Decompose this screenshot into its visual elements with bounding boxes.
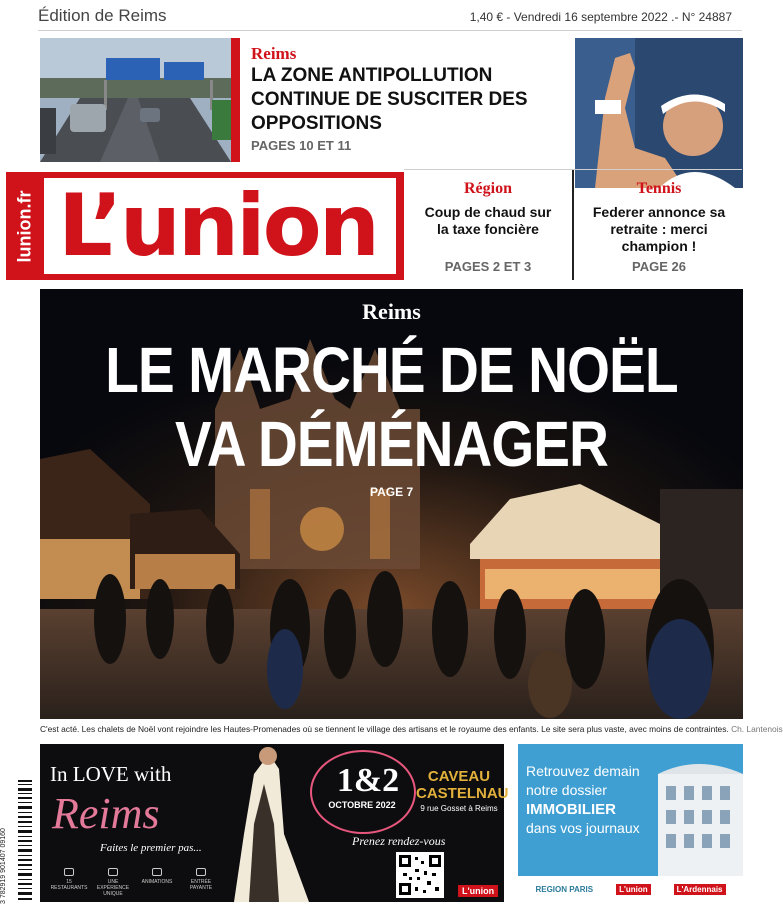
ad-logo: L'Ardennais [674,884,726,895]
teaser-kicker: Reims [251,44,297,63]
ad-line-4: dans vos journaux [526,820,640,836]
ad-feature: UNE EXPÉRIENCE UNIQUE [94,868,132,897]
ticket-icon [196,868,206,876]
lead-kicker: Reims [362,299,421,324]
ad-in-love: In LOVE with [50,762,172,786]
couple-illustration [224,744,314,902]
ad-line-1: Retrouvez demain [526,763,640,779]
ad-tagline: Faites le premier pas... [100,842,202,854]
star-icon [108,868,118,876]
column-divider [572,170,574,280]
traffic-photo[interactable] [40,38,231,162]
ad-line-2: notre dossier [526,782,607,798]
region-headline[interactable]: Coup de chaud sur la taxe foncière [424,204,552,237]
real-estate-ad[interactable] [518,744,743,902]
lead-story[interactable] [40,289,743,719]
photo-credit: Ch. Lantenois [731,724,783,734]
edition-label: Édition de Reims [38,6,167,25]
ad-reims-script: Reims [52,789,160,838]
site-url: lunion.fr [14,190,35,262]
masthead-logo[interactable] [6,172,404,280]
headline-line-1: LE MARCHÉ DE NOËL [105,334,678,406]
barcode-number: 3 782919 901407 09160 [0,828,7,904]
caption-text: C'est acté. Les chalets de Noël vont rejoindre les Hautes-Promenades où se tiennent le village des artisans et le royaume des enfants. Le site sera plus vaste, avec moins de contraintes. [40,724,729,734]
barcode [8,778,32,904]
restaurant-icon [64,868,74,876]
teaser-pages: PAGES 10 ET 11 [251,138,352,153]
lead-headline [89,333,694,481]
ad-address: 9 rue Gosset à Reims [420,804,498,813]
ad-month: OCTOBRE 2022 [328,800,396,810]
newspaper-name: L’union [58,176,377,276]
top-rule [38,30,742,31]
ad-date: 1&2 [336,762,400,799]
ad-copy [526,762,666,838]
ad-brand-logo: L'union [458,885,498,897]
ad-features [50,868,220,897]
music-icon [152,868,162,876]
ad-logo: REGION PARIS [535,884,594,894]
ad-logos [518,876,743,902]
accent-bar [231,38,240,162]
lead-page: PAGE 7 [370,485,414,499]
ad-line-3: IMMOBILIER [526,801,616,818]
federer-photo[interactable] [575,38,743,188]
ad-feature: ANIMATIONS [138,868,176,897]
qr-code[interactable] [396,852,444,898]
photo-caption [40,724,783,734]
tennis-pages: PAGE 26 [632,259,686,274]
issue-info: 1,40 € - Vendredi 16 septembre 2022 .- N° 24887 [469,10,732,24]
ad-rdv: Prenez rendez-vous [352,834,446,848]
tennis-kicker: Tennis [636,180,682,197]
ad-feature: 15 RESTAURANTS [50,868,88,897]
region-kicker: Région [464,180,512,197]
ad-venue: CAVEAU CASTELNAU [416,768,509,802]
event-ad[interactable] [40,744,509,902]
headline-line-2: VA DÉMÉNAGER [174,408,609,480]
tennis-headline[interactable]: Federer annonce sa retraite : merci champion ! [592,204,726,254]
ad-feature: ENTRÉE PAYANTE [182,868,220,897]
ad-logo: L'union [616,884,651,895]
teaser-headline[interactable]: LA ZONE ANTIPOLLUTION CONTINUE DE SUSCITER DES OPPOSITIONS [251,65,528,134]
region-pages: PAGES 2 ET 3 [444,259,532,274]
